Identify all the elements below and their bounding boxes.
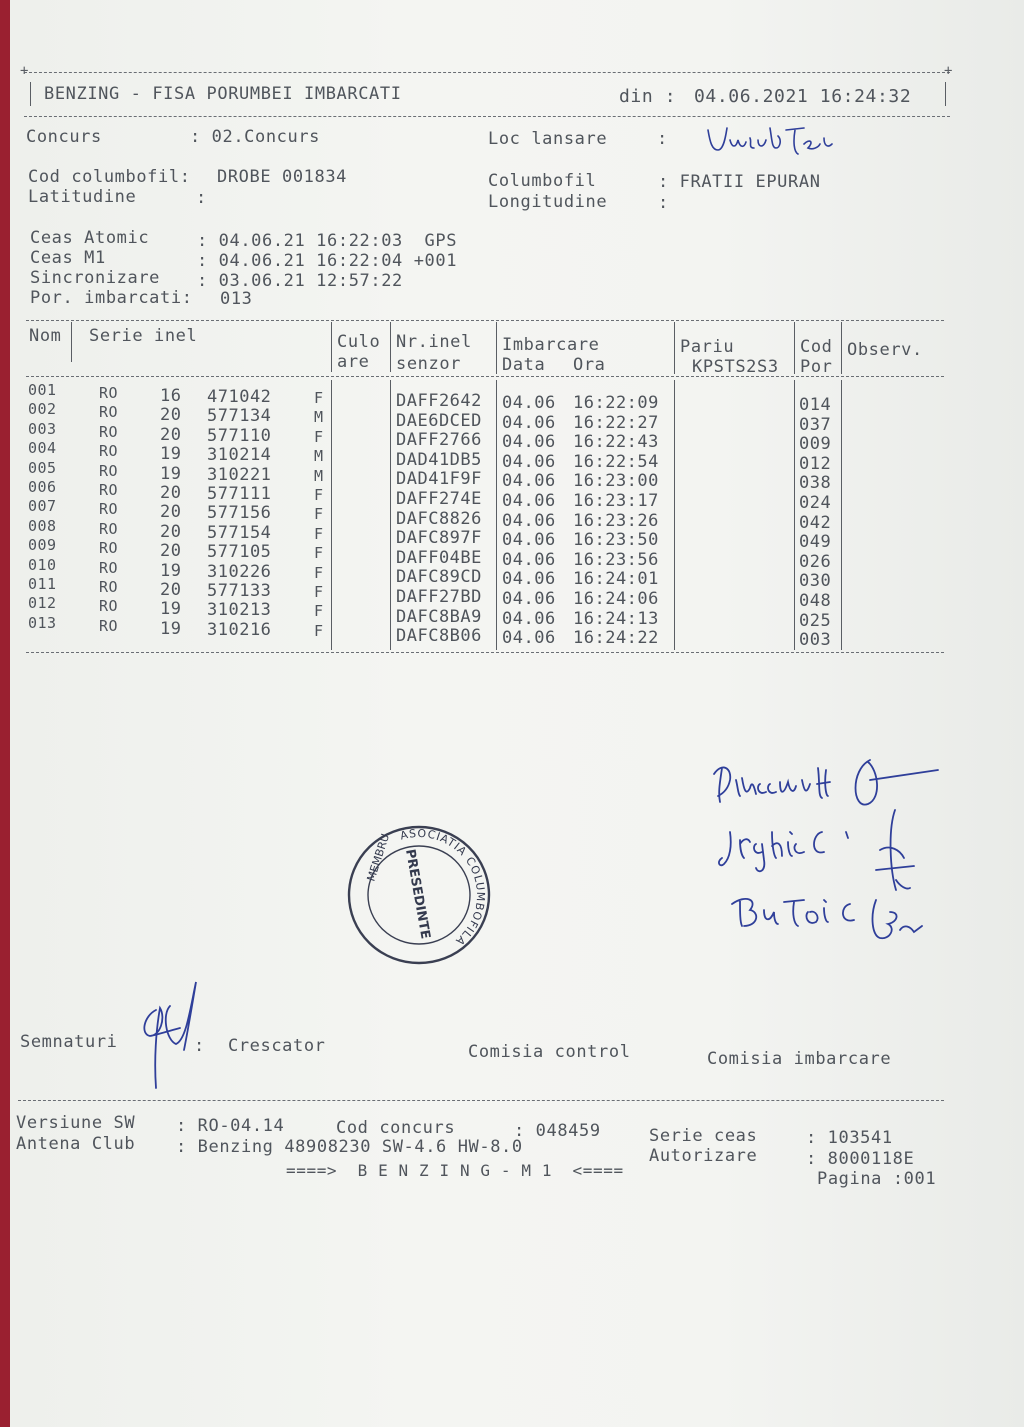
header-bottom-rule (24, 116, 950, 117)
row-senzor: DAD41DB5 (396, 449, 482, 470)
row-nom: 008 (28, 516, 57, 535)
row-sex: F (314, 524, 324, 543)
header-left-border (30, 82, 31, 106)
row-data: 04.06 (502, 569, 556, 590)
autorizare-value: : 8000118E (806, 1149, 915, 1169)
row-nr-inel: 310226 (207, 561, 272, 582)
row-cod-por: 038 (799, 473, 832, 494)
row-an: 20 (160, 424, 182, 445)
col-divider (496, 380, 497, 650)
row-nom: 005 (28, 458, 57, 477)
row-ora: 16:24:22 (573, 628, 659, 649)
row-nom: 003 (28, 419, 57, 438)
row-tara: RO (99, 500, 119, 519)
row-data: 04.06 (502, 510, 556, 531)
col-header-nrinel-2: senzor (396, 354, 462, 374)
row-cod-por: 014 (799, 395, 832, 415)
row-an: 16 (160, 386, 182, 406)
date-label: din : (619, 86, 677, 107)
row-senzor: DAE6DCED (396, 410, 482, 431)
row-senzor: DAD41F9F (396, 469, 482, 490)
row-ora: 16:23:17 (573, 491, 659, 511)
commission-signatures (700, 740, 950, 960)
row-an: 20 (160, 541, 182, 562)
row-cod-por: 009 (799, 434, 832, 455)
row-senzor: DAFC8BA9 (396, 606, 482, 627)
row-senzor: DAFF04BE (396, 547, 482, 568)
latitudine-label: Latitudine (28, 187, 137, 207)
porumbei-imbarcati-label: Por. imbarcati: (30, 288, 193, 308)
row-tara: RO (99, 616, 119, 635)
row-ora: 16:24:06 (573, 589, 659, 609)
row-nr-inel: 577154 (207, 522, 272, 543)
benzing-banner: ====> B E N Z I N G - M 1 <==== (286, 1161, 624, 1180)
row-data: 04.06 (502, 608, 556, 629)
row-sex: F (314, 389, 324, 407)
col-header-cod-1: Cod (800, 337, 833, 357)
row-data: 04.06 (502, 393, 556, 413)
col-header-pariu-2: KPSTS2S3 (692, 357, 779, 377)
row-cod-por: 024 (799, 493, 832, 513)
col-divider (331, 380, 332, 650)
row-tara: RO (99, 539, 119, 558)
col-divider (496, 322, 497, 374)
row-senzor: DAFC8B06 (396, 626, 482, 647)
versiune-label: Versiune SW (16, 1113, 136, 1133)
row-ora: 16:23:56 (573, 549, 659, 570)
row-tara: RO (99, 558, 119, 577)
row-senzor: DAFF27BD (396, 587, 482, 607)
col-divider (794, 322, 795, 374)
antena-label: Antena Club (16, 1134, 136, 1154)
row-nr-inel: 577156 (207, 503, 272, 524)
crescator-label: Crescator (228, 1036, 326, 1056)
row-cod-por: 012 (799, 453, 832, 474)
association-stamp (344, 822, 494, 968)
cod-columbofil-value: DROBE 001834 (217, 167, 348, 187)
concurs-value: : 02.Concurs (190, 127, 321, 147)
row-data: 04.06 (502, 549, 556, 570)
row-cod-por: 037 (799, 414, 832, 435)
row-sex: F (314, 602, 324, 621)
row-senzor: DAFC8826 (396, 508, 482, 529)
col-divider (390, 322, 391, 372)
row-tara: RO (99, 578, 119, 596)
row-an: 20 (160, 483, 182, 503)
antena-value: : Benzing 48908230 SW-4.6 HW-8.0 (176, 1137, 523, 1157)
table-bottom-rule (26, 652, 944, 653)
latitudine-colon: : (196, 188, 207, 208)
cod-columbofil-label: Cod columbofil: (28, 167, 191, 187)
semnaturi-label: Semnaturi (20, 1032, 118, 1052)
col-header-culoare-2: are (337, 352, 370, 372)
row-ora: 16:24:13 (573, 608, 659, 629)
row-nr-inel: 310214 (207, 445, 272, 466)
col-divider (841, 322, 842, 374)
row-ora: 16:24:01 (573, 569, 659, 590)
col-divider (390, 380, 391, 650)
row-senzor: DAFC897F (396, 528, 482, 549)
col-header-cod-2: Por (800, 357, 833, 377)
semnaturi-colon: : (194, 1036, 205, 1056)
row-tara: RO (99, 461, 119, 480)
row-senzor: DAFC89CD (396, 567, 482, 588)
row-nr-inel: 577133 (207, 581, 272, 601)
row-tara: RO (99, 481, 119, 499)
row-sex: M (314, 408, 324, 427)
crescator-signature (130, 970, 220, 1100)
row-an: 19 (160, 599, 182, 620)
col-header-pariu-1: Pariu (680, 337, 735, 357)
printed-sheet (10, 0, 1024, 1427)
row-nr-inel: 577134 (207, 406, 272, 427)
row-nom: 002 (28, 400, 57, 419)
row-ora: 16:22:54 (573, 451, 659, 472)
cod-concurs-label: Cod concurs (336, 1118, 456, 1138)
row-nr-inel: 577111 (207, 484, 272, 504)
row-senzor: DAFF2642 (396, 391, 482, 411)
sincronizare-value: : 03.06.21 12:57:22 (197, 271, 403, 291)
row-nom: 011 (28, 575, 57, 593)
row-nom: 010 (28, 555, 57, 574)
row-an: 19 (160, 560, 182, 581)
row-data: 04.06 (502, 471, 556, 492)
autorizare-label: Autorizare (649, 1146, 758, 1166)
row-data: 04.06 (502, 628, 556, 649)
row-nr-inel: 310213 (207, 600, 272, 621)
longitudine-label: Longitudine (488, 192, 608, 212)
row-ora: 16:22:27 (573, 412, 659, 433)
row-cod-por: 003 (799, 630, 832, 651)
row-nr-inel: 471042 (207, 387, 272, 407)
col-header-culoare-1: Culo (337, 332, 381, 352)
row-data: 04.06 (502, 491, 556, 511)
row-nom: 006 (28, 478, 57, 496)
comisia-control-label: Comisia control (468, 1042, 631, 1062)
col-header-ora: Ora (573, 355, 606, 375)
row-nom: 012 (28, 594, 57, 613)
page-number: Pagina :001 (817, 1169, 937, 1189)
loc-lansare-colon: : (657, 129, 668, 149)
cod-concurs-value: : 048459 (514, 1121, 601, 1141)
row-ora: 16:23:00 (573, 471, 659, 492)
row-tara: RO (99, 519, 119, 538)
row-cod-por: 049 (799, 532, 832, 553)
row-nr-inel: 577110 (207, 425, 272, 446)
row-sex: F (314, 427, 324, 446)
row-nr-inel: 310216 (207, 619, 272, 640)
col-divider (794, 380, 795, 650)
row-nr-inel: 310221 (207, 464, 272, 485)
columbofil-value: : FRATII EPURAN (658, 172, 821, 192)
row-tara: RO (99, 597, 119, 616)
ceas-atomic-label: Ceas Atomic (30, 228, 150, 248)
row-sex: F (314, 621, 324, 640)
row-sex: F (314, 563, 324, 582)
ceas-atomic-value: : 04.06.21 16:22:03 GPS (197, 231, 458, 251)
row-data: 04.06 (502, 432, 556, 453)
row-tara: RO (99, 442, 119, 461)
row-nom: 004 (28, 439, 57, 458)
row-nom: 009 (28, 536, 57, 555)
row-sex: M (314, 447, 324, 466)
col-divider (71, 322, 72, 362)
row-cod-por: 025 (799, 610, 832, 631)
col-header-observ: Observ. (847, 340, 923, 360)
document-title: BENZING - FISA PORUMBEI IMBARCATI (44, 84, 402, 104)
row-sex: F (314, 486, 324, 504)
columbofil-label: Columbofil (488, 171, 597, 191)
row-data: 04.06 (502, 530, 556, 551)
col-divider (674, 380, 675, 650)
stamp-outer-text: ASOCIATIA COLUMBOFILA (398, 826, 488, 949)
col-header-imbarcare: Imbarcare (502, 335, 600, 355)
sincronizare-label: Sincronizare (30, 268, 161, 288)
col-divider (841, 380, 842, 650)
col-divider (331, 322, 332, 372)
longitudine-colon: : (658, 193, 669, 213)
row-nom: 013 (28, 613, 57, 632)
row-data: 04.06 (502, 412, 556, 433)
row-ora: 16:22:09 (573, 393, 659, 413)
col-header-data: Data (502, 355, 546, 375)
header-top-rule (24, 72, 950, 73)
row-an: 20 (160, 580, 182, 600)
header-right-border (945, 82, 946, 106)
col-header-nom: Nom (29, 326, 62, 346)
row-data: 04.06 (502, 589, 556, 609)
row-senzor: DAFF2766 (396, 430, 482, 451)
row-ora: 16:23:50 (573, 530, 659, 551)
comisia-imbarcare-label: Comisia imbarcare (707, 1049, 892, 1069)
row-sex: F (314, 583, 324, 601)
table-top-rule (26, 320, 944, 321)
row-nr-inel: 577105 (207, 542, 272, 563)
date-value: 04.06.2021 16:24:32 (694, 86, 912, 107)
row-cod-por: 042 (799, 512, 832, 533)
corner-mark: + (944, 63, 953, 79)
serie-ceas-label: Serie ceas (649, 1126, 758, 1146)
row-an: 20 (160, 502, 182, 523)
row-cod-por: 030 (799, 571, 832, 592)
ceas-m1-value: : 04.06.21 16:22:04 +001 (197, 251, 458, 271)
col-header-serie: Serie inel (89, 326, 198, 346)
row-nom: 007 (28, 497, 57, 516)
corner-mark: + (20, 63, 29, 79)
loc-lansare-handwriting (700, 120, 840, 164)
stamp-center-text: PRESEDINTE (402, 848, 433, 941)
row-tara: RO (99, 403, 119, 422)
footer-top-rule (18, 1100, 944, 1101)
row-an: 19 (160, 463, 182, 484)
table-header-rule (26, 376, 944, 377)
row-sex: F (314, 505, 324, 524)
row-data: 04.06 (502, 451, 556, 472)
stamp-member-text: MEMBRU (364, 832, 393, 883)
loc-lansare-label: Loc lansare (488, 129, 608, 149)
ceas-m1-label: Ceas M1 (30, 248, 106, 268)
row-an: 19 (160, 618, 182, 639)
row-cod-por: 048 (799, 591, 832, 611)
row-ora: 16:22:43 (573, 432, 659, 453)
row-tara: RO (99, 384, 119, 402)
col-divider (674, 322, 675, 374)
row-an: 19 (160, 444, 182, 465)
row-cod-por: 026 (799, 551, 832, 572)
row-sex: M (314, 466, 324, 485)
row-an: 20 (160, 521, 182, 542)
col-header-nrinel-1: Nr.inel (396, 332, 472, 352)
concurs-label: Concurs (26, 127, 102, 147)
row-ora: 16:23:26 (573, 510, 659, 531)
row-tara: RO (99, 422, 119, 441)
versiune-value: : RO-04.14 (176, 1116, 285, 1136)
serie-ceas-value: : 103541 (806, 1128, 893, 1148)
row-an: 20 (160, 405, 182, 426)
porumbei-imbarcati-value: 013 (220, 289, 253, 309)
row-nom: 001 (28, 381, 57, 399)
row-sex: F (314, 544, 324, 563)
row-senzor: DAFF274E (396, 489, 482, 509)
